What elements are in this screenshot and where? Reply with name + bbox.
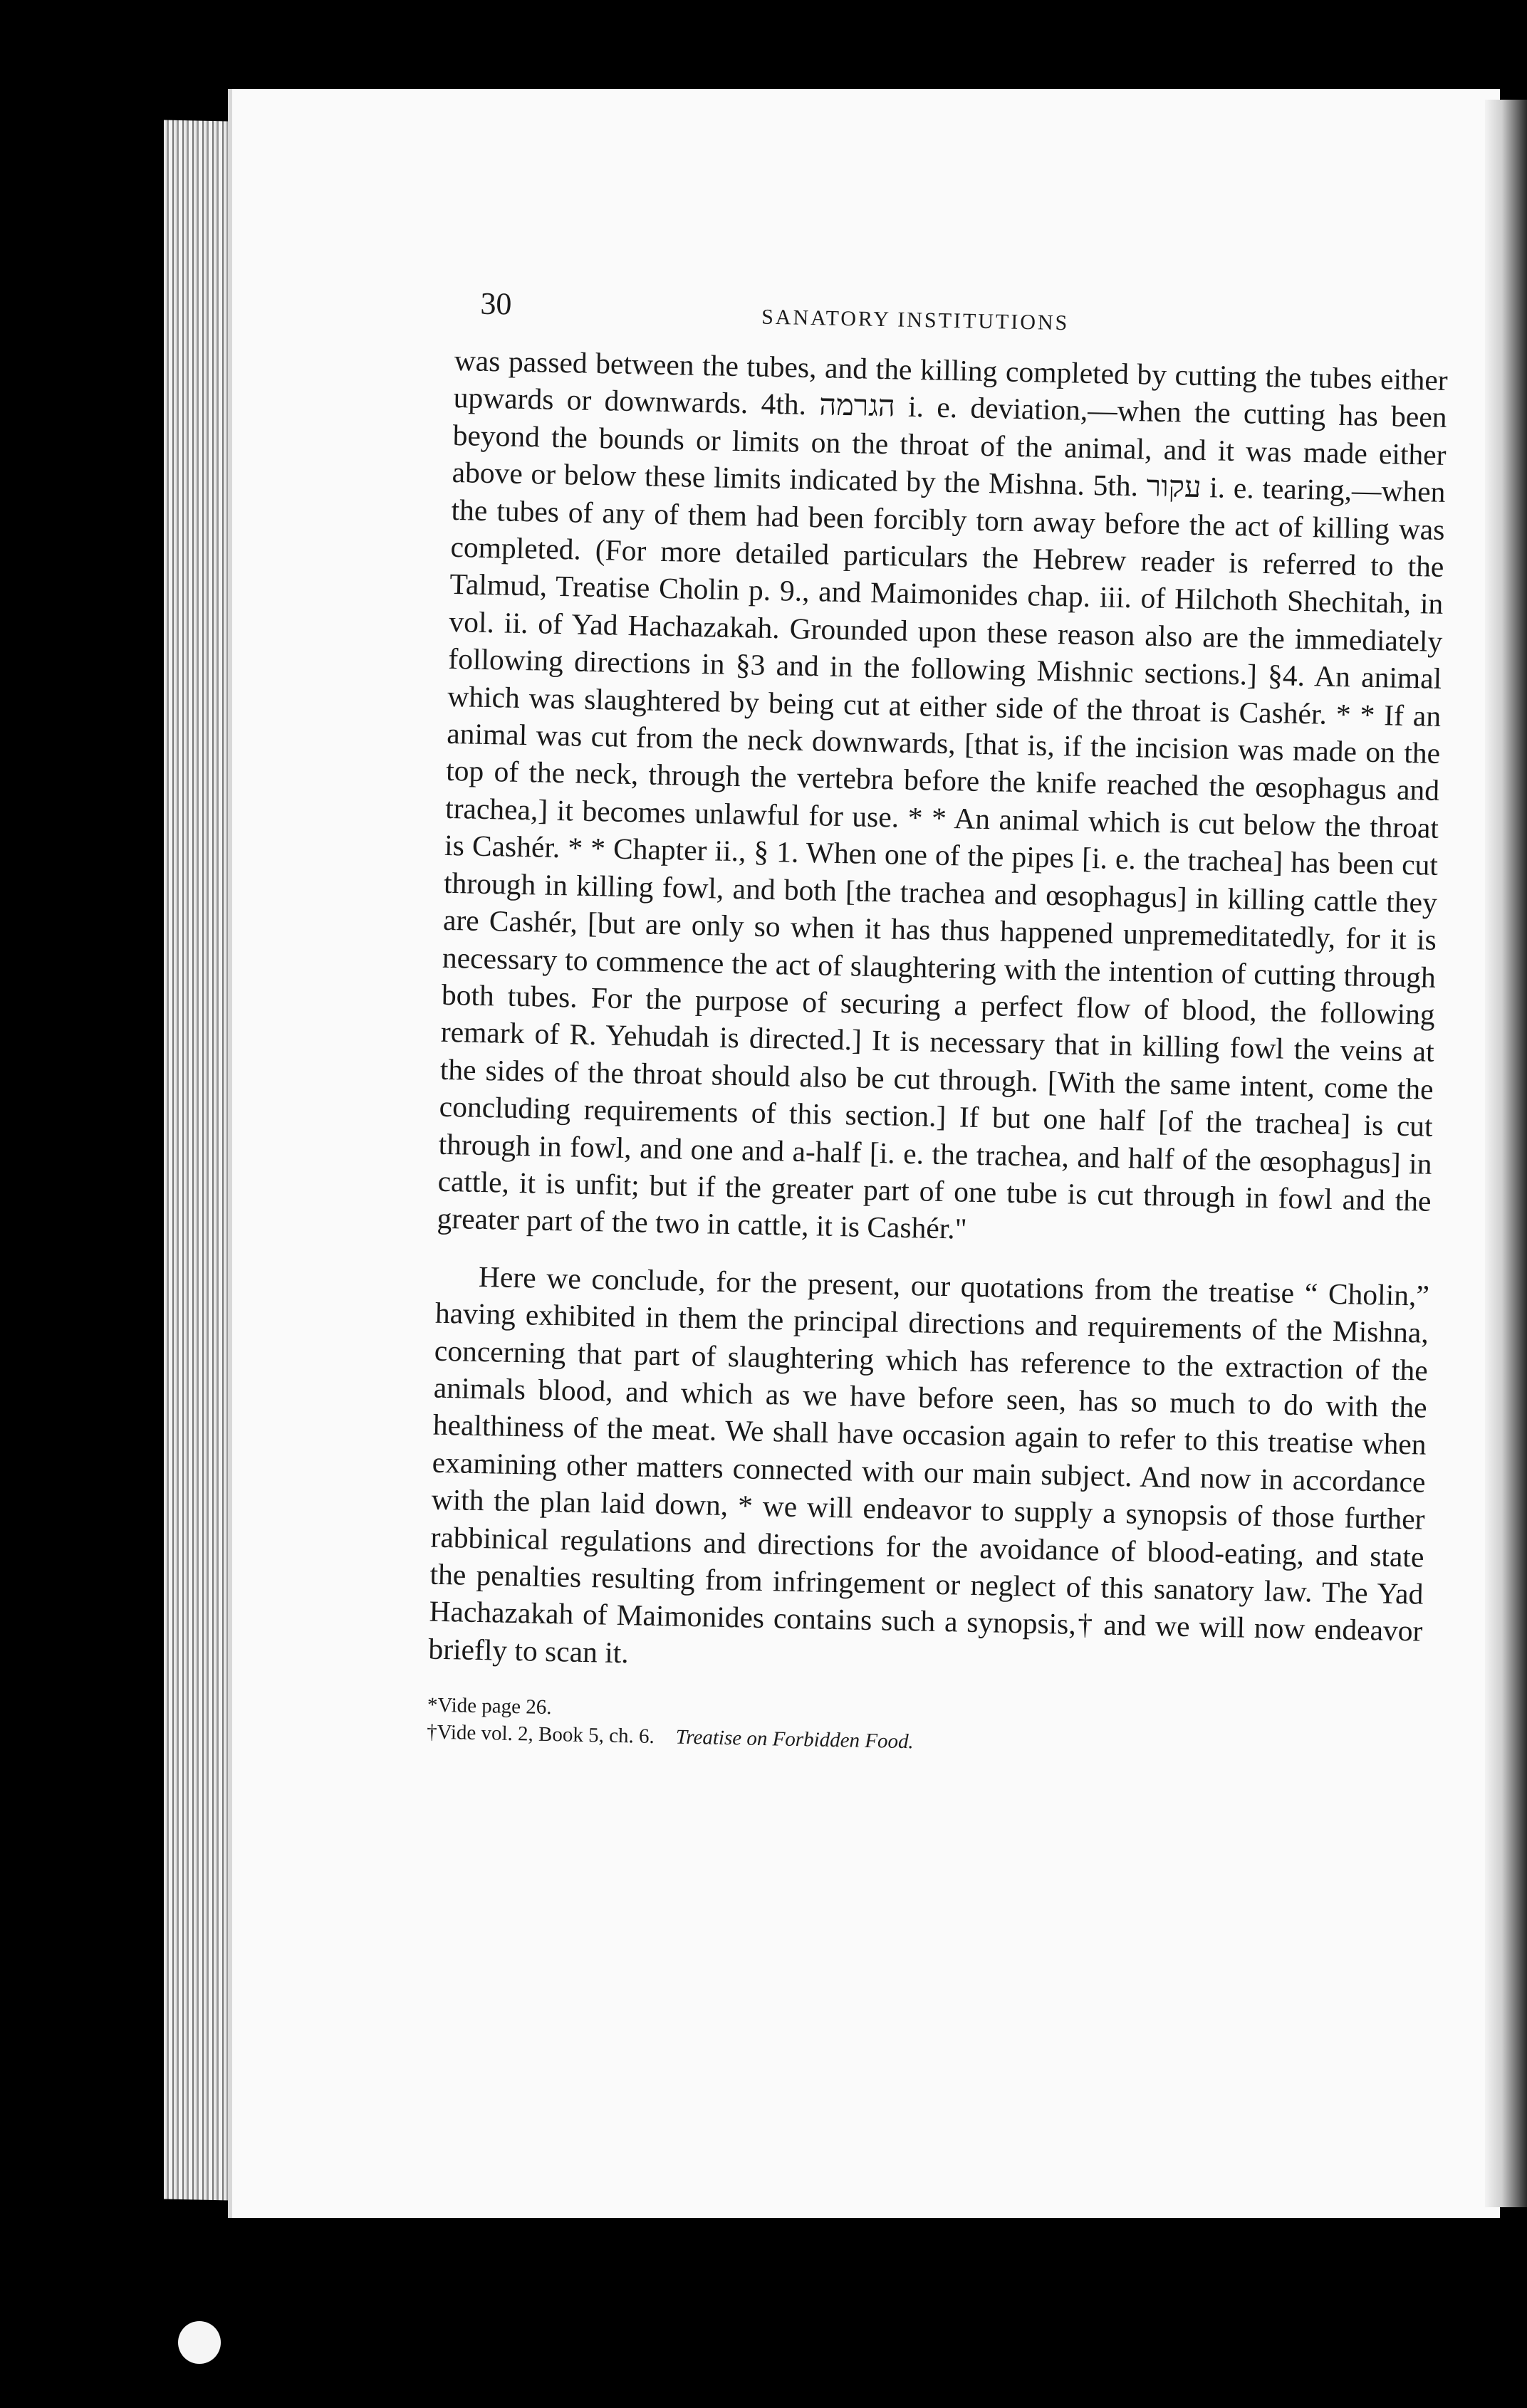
text-block — [427, 285, 1449, 1766]
scan-speck — [178, 2321, 221, 2364]
body-paragraph-2: Here we conclude, for the present, our quotations from the treatise “ Cholin,” having exhibited in them the principal directions and requirements of the Mishna, concerning that part of slaughtering which has reference to the extraction of the animals blood, and which as we have before seen, has so much to do with the healthiness of the meat. We shall have occasion again to refer to this treatise when examining other matters connected with our main subject. And now in accordance with the plan laid down, * we will endeavor to supply a synopsis of those further rabbinical regulations and directions for the avoidance of blood-eating, and state the penalties resulting from infringement or neglect of this sanatory law. The Yad Hachazakah of Maimonides contains such a synopsis,† and we will now endeavor briefly to scan it. — [428, 1260, 1430, 1670]
running-head: SANATORY INSTITUTIONS — [761, 305, 1070, 335]
page-right-edge — [1485, 100, 1527, 2207]
footnote-2-ref: †Vide vol. 2, Book 5, ch. 6. — [426, 1720, 655, 1749]
footnote-1: *Vide page 26. — [427, 1693, 552, 1719]
footnote-2-title: Treatise on Forbidden Food. — [675, 1725, 914, 1754]
body-paragraph-1: was passed between the tubes, and the killing completed by cutting the tubes either upwards or downwards. 4th. הגרמה i. e. deviation,—when the cutting has been beyond the bounds or limits on the throat of the animal, and it was made either above or below these limits indicated by the Mishna. 5th. עקור i. e. tearing,—when the tubes of any of them had been forcibly torn away before the act of killing was completed. (For more detailed particulars the Hebrew reader is referred to the Talmud, Treatise Cholin p. 9., and Maimonides chap. iii. of Hilchoth Shechitah, in vol. ii. of Yad Hachazakah. Grounded upon these reason also are the immediately following directions in §3 and in the following Mishnic sections.] §4. An animal which was slaughtered by being cut at either side of the throat is Cashér. * * If an animal was cut from the neck downwards, [that is, if the incision was made on the top of the neck, through the vertebra before the knife reached the œsophagus and trachea,] it becomes unlawful for use. * * An animal which is cut below the throat is Cashér. * * Chapter ii., § 1. When one of the pipes [i. e. the trachea] has been cut through in killing fowl, and both [the trachea and œsophagus] in killing cattle they are Cashér, [but are only so when it has thus happened unpremeditatedly, for it is necessary to commence the act of slaughtering with the intention of cutting through both tubes. For the purpose of securing a perfect flow of blood, the following remark of R. Yehudah is directed.] It is necessary that in killing fowl the veins at the sides of the throat should also be cut through. [With the same intent, come the concluding requirements of this section.] If but one half [of the trachea] is cut through in fowl, and one and a-half [i. e. the trachea, and half of the œsophagus] in cattle, it is unfit; but if the greater part of one tube is cut through in fowl and the greater part of the two in cattle, it is Cashér." — [437, 343, 1449, 1246]
page-number: 30 — [479, 286, 512, 322]
